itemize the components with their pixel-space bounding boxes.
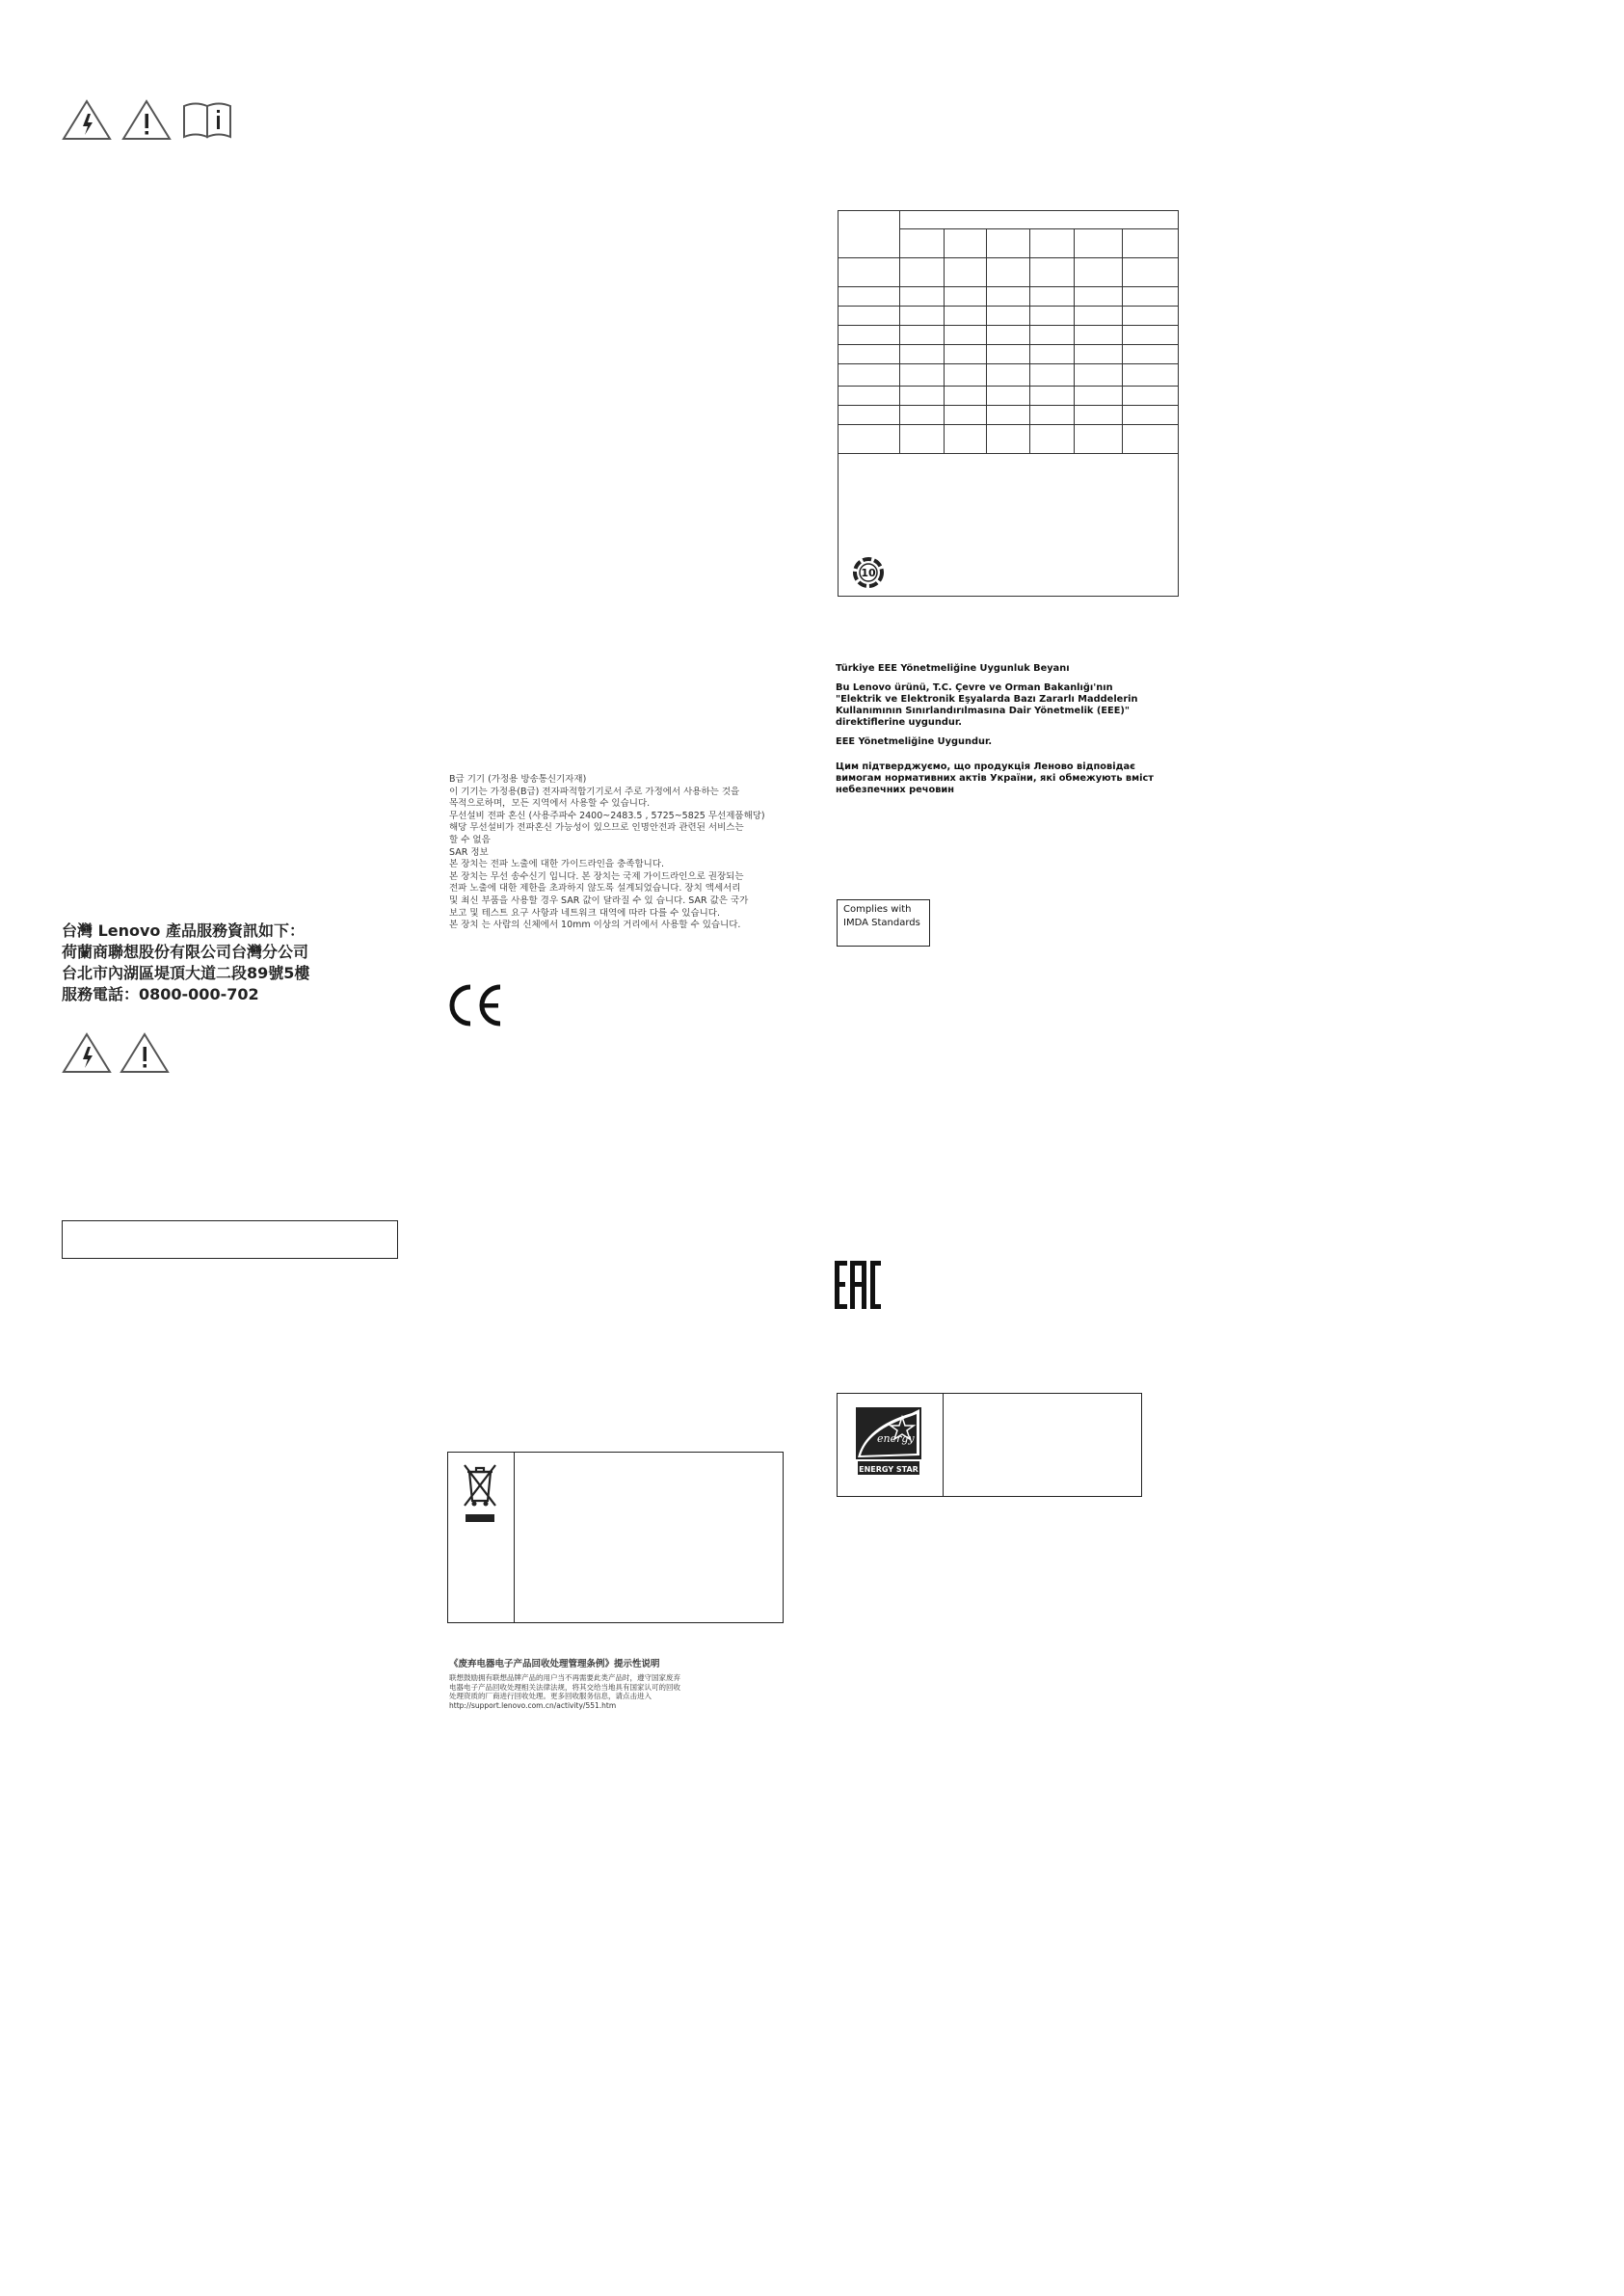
kr-line: 본 장치 는 사람의 신체에서 10mm 이상의 거리에서 사용할 수 있습니다.	[449, 920, 741, 931]
imda-line-2: IMDA Standards	[843, 918, 920, 928]
eac-mark	[835, 1261, 881, 1309]
turkey-para-1: Bu Lenovo ürünü, T.C. Çevre ve Orman Bakanlığı'nın "Elektrik ve Elektronik Eşyalarda Bazı Zararlı Maddelerin Kullanımının Sınırlandırılmasına Dair Yönetmelik (EEE)" direktiflerine uygundur.	[836, 682, 1138, 728]
china-weee-notice	[449, 1656, 767, 1710]
kr-line: 본 장치는 무선 송수신기 입니다. 본 장치는 국제 가이드라인으로 권장되는	[449, 870, 744, 882]
tw-line-4: 服務電話：0800-000-702	[62, 985, 259, 1003]
epup-10-icon	[852, 556, 885, 589]
taiwan-service-info	[62, 921, 309, 1005]
weee-notice-box	[447, 1452, 784, 1623]
kr-line: 본 장치는 전파 노출에 대한 가이드라인을 충족합니다.	[449, 859, 665, 870]
kr-line: 이 기기는 가정용(B급) 전자파적합기기로서 주로 가정에서 사용하는 것을	[449, 786, 740, 797]
kr-line: 해당 무선설비가 전파혼신 가능성이 있으므로 인명안전과 관련된 서비스는	[449, 822, 744, 834]
china-weee-url: http://support.lenovo.com.cn/activity/551.htm	[449, 1700, 617, 1710]
high-voltage-warning-icon	[64, 1034, 110, 1072]
imda-line-1: Complies with	[843, 904, 912, 915]
kr-line: 전파 노출에 대한 제한을 초과하지 않도록 설계되었습니다. 장치 액세서리	[449, 883, 741, 894]
kr-line: B급 기기 (가정용 방송통신기자재)	[449, 774, 587, 785]
crossed-bin-icon	[462, 1462, 498, 1528]
kr-line: SAR 정보	[449, 846, 489, 858]
warning-icons-top	[62, 98, 235, 141]
korea-kc-notice	[449, 774, 767, 932]
kr-line: 할 수 없음	[449, 834, 491, 845]
caution-warning-icon	[121, 1034, 168, 1072]
epup-years: 10	[861, 567, 876, 579]
ce-mark	[447, 983, 505, 1028]
tw-line-3: 台北市內湖區堤頂大道二段89號5樓	[62, 964, 310, 982]
china-weee-line: 处理资质的厂商进行回收处理。更多回收服务信息，请点击进入	[449, 1692, 652, 1700]
tw-line-1: 台灣 Lenovo 產品服務資訊如下：	[62, 921, 305, 940]
china-weee-line: 联想鼓励拥有联想品牌产品的用户当不再需要此类产品时，遵守国家废弃	[449, 1673, 680, 1682]
caution-warning-icon	[123, 101, 170, 139]
energy-star-logo	[856, 1407, 921, 1477]
energy-star-text: ENERGY STAR	[859, 1465, 918, 1474]
china-rohs-table	[838, 210, 1179, 597]
empty-notice-box	[62, 1220, 398, 1259]
warning-icons-bottom	[62, 1031, 177, 1074]
china-weee-title: 《废弃电器电子产品回收处理管理条例》提示性说明	[449, 1659, 660, 1669]
energy-script-text: energy	[877, 1432, 915, 1445]
kr-line: 무선설비 전파 혼신 (사용주파수 2400~2483.5 , 5725~5825 무선제품해당)	[449, 810, 765, 821]
tw-line-2: 荷蘭商聯想股份有限公司台灣分公司	[62, 943, 309, 961]
ukraine-declaration: Цим підтверджуємо, що продукція Леново відповідає вимогам нормативних актів України, які обмежують вміст небезпечних речовин	[836, 761, 1154, 795]
imda-compliance-box	[837, 899, 930, 947]
energy-star-box	[837, 1393, 1142, 1497]
turkey-eee-declaration	[836, 663, 1154, 756]
read-manual-icon	[184, 104, 230, 138]
turkey-title: Türkiye EEE Yönetmeliğine Uygunluk Beyanı	[836, 663, 1070, 674]
kr-line: 보고 및 테스트 요구 사항과 네트워크 대역에 따라 다를 수 있습니다.	[449, 907, 720, 919]
turkey-para-2: EEE Yönetmeliğine Uygundur.	[836, 736, 993, 747]
kr-line: 목적으로하며，모든 지역에서 사용할 수 있습니다.	[449, 798, 651, 810]
high-voltage-warning-icon	[64, 101, 110, 139]
china-weee-line: 电器电子产品回收处理相关法律法规，将其交给当地具有国家认可的回收	[449, 1682, 680, 1692]
kr-line: 및 최신 부품을 사용할 경우 SAR 값이 달라질 수 있 습니다. SAR 값은 국가	[449, 894, 749, 906]
